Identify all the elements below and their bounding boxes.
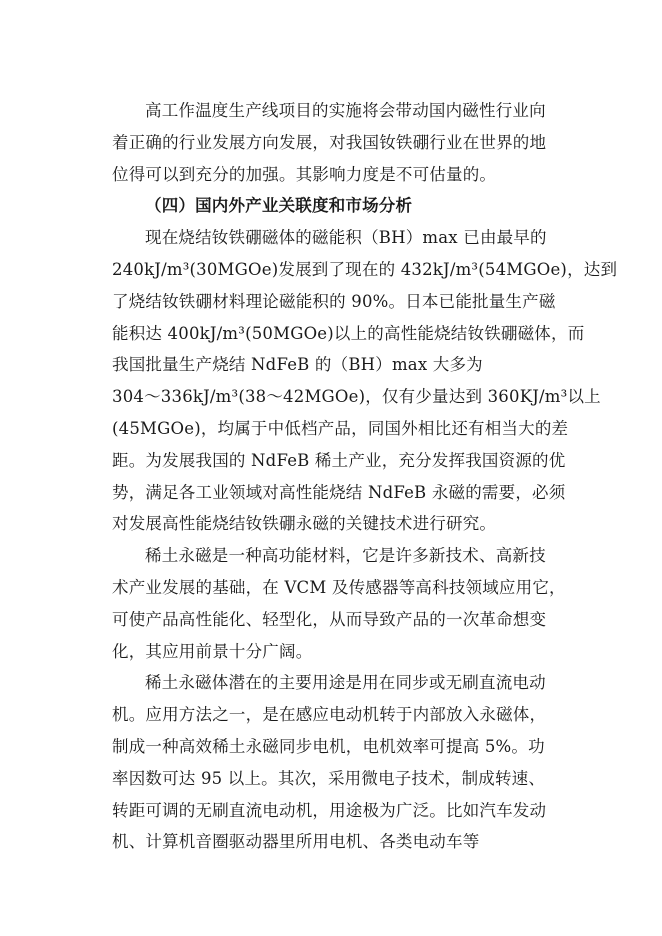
paragraph-line: 位得可以到充分的加强。其影响力度是不可估量的。 (112, 164, 497, 184)
paragraph-line: 现在烧结钕铁硼磁体的磁能积（BH）max 已由最早的 (145, 228, 547, 248)
paragraph-line: 高工作温度生产线项目的实施将会带动国内磁性行业向 (145, 101, 546, 120)
paragraph-line: 稀土永磁体潜在的主要用途是用在同步或无刷直流电动 (145, 673, 546, 693)
paragraph-line: 转距可调的无刷直流电动机，用途极为广泛。比如汽车发动 (112, 800, 547, 820)
paragraph-line: (45MGOe)，均属于中低档产品，同国外相比还有相当大的差 (112, 418, 569, 438)
paragraph-line: 着正确的行业发展方向发展，对我国钕铁硼行业在世界的地 (112, 132, 547, 152)
paragraph-line: 稀土永磁是一种高功能材料，它是许多新技术、高新技 (145, 546, 546, 566)
paragraph-line: 化，其应用前景十分广阔。 (112, 641, 313, 661)
paragraph-line: 制成一种高效稀土永磁同步电机，电机效率可提高 5%。功 (112, 736, 545, 756)
paragraph-line: 我国批量生产烧结 NdFeB 的（BH）max 大多为 (112, 355, 483, 375)
section-heading: （四）国内外产业关联度和市场分析 (145, 196, 413, 216)
paragraph-line: 机、计算机音圈驱动器里所用电机、各类电动车等 (112, 832, 480, 852)
paragraph-line: 率因数可达 95 以上。其次，采用微电子技术，制成转速、 (112, 768, 546, 788)
paragraph-line: 势，满足各工业领域对高性能烧结 NdFeB 永磁的需要，必须 (112, 482, 566, 502)
paragraph-line: 了烧结钕铁硼材料理论磁能积的 90%。日本已能批量生产磁 (112, 291, 556, 311)
paragraph-line: 对发展高性能烧结钕铁硼永磁的关键技术进行研究。 (112, 514, 497, 534)
paragraph-line: 240kJ/m³(30MGOe)发展到了现在的 432kJ/m³(54MGOe)，达到 (112, 259, 618, 279)
paragraph-line: 术产业发展的基础，在 VCM 及传感器等高科技领域应用它， (112, 577, 566, 597)
paragraph-line: 距。为发展我国的 NdFeB 稀土产业，充分发挥我国资源的优 (112, 450, 566, 470)
paragraph-line: 304～336kJ/m³(38～42MGOe)，仅有少量达到 360KJ/m³以上 (112, 387, 601, 407)
paragraph-line: 机。应用方法之一，是在感应电动机转于内部放入永磁体， (112, 705, 547, 725)
document-body (112, 95, 618, 858)
paragraph-line: 能积达 400kJ/m³(50MGOe)以上的高性能烧结钕铁硼磁体，而 (112, 323, 585, 343)
paragraph-line: 可使产品高性能化、轻型化，从而导致产品的一次革命想变 (112, 609, 547, 629)
